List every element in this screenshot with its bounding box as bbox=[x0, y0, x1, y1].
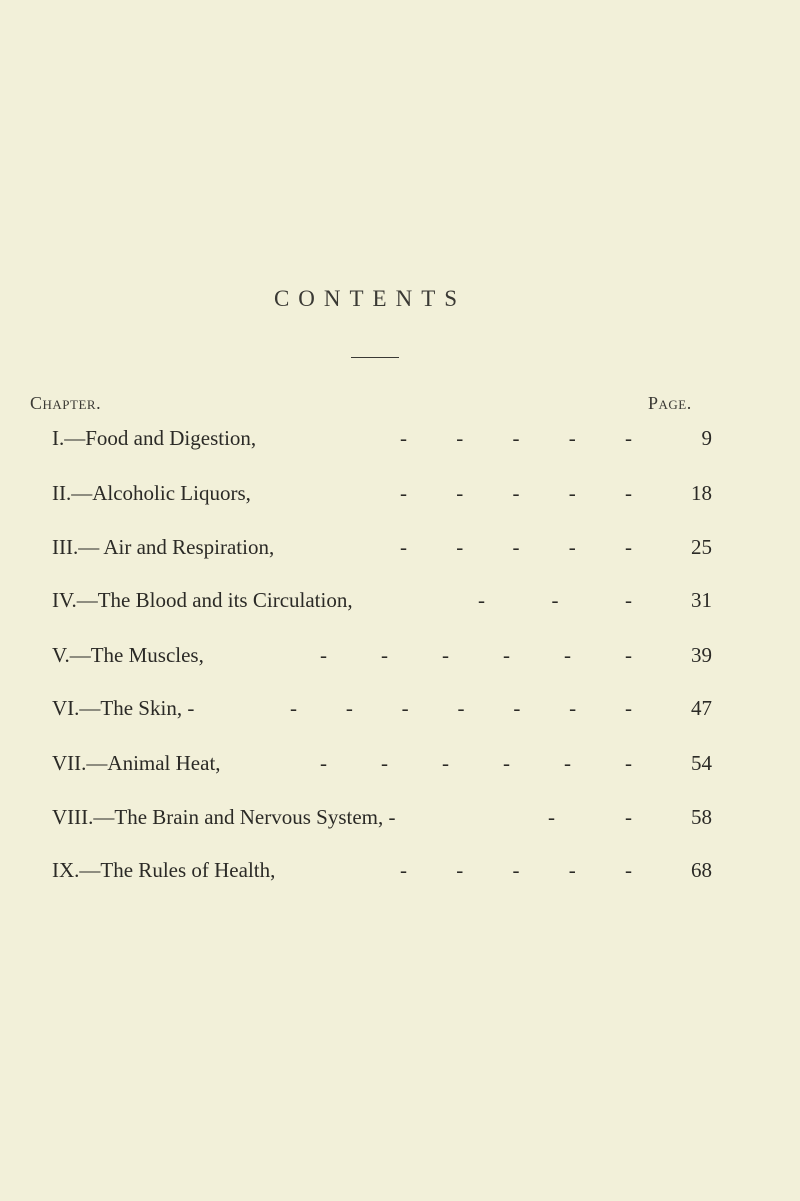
toc-entry-label: VI.—The Skin, - bbox=[52, 696, 195, 720]
toc-entry-label: VII.—Animal Heat, bbox=[52, 751, 221, 775]
toc-leaders: - - - - - - bbox=[320, 643, 632, 667]
toc-entry-page: 47 bbox=[691, 696, 712, 720]
toc-entry[interactable] bbox=[0, 858, 800, 890]
toc-leaders: - - - - - - - bbox=[290, 696, 632, 720]
toc-entry-page: 58 bbox=[691, 805, 712, 829]
chapter-column-header: Chapter. bbox=[30, 393, 102, 413]
page-title: CONTENTS bbox=[273, 286, 467, 311]
toc-entry-page: 68 bbox=[691, 858, 712, 882]
toc-entry[interactable] bbox=[0, 643, 800, 675]
toc-leaders: - - - - - bbox=[400, 535, 632, 559]
title-rule bbox=[351, 357, 399, 358]
toc-entry-label: VIII.—The Brain and Nervous System, - bbox=[52, 805, 396, 829]
toc-entry[interactable] bbox=[0, 805, 800, 837]
toc-entry-label: IX.—The Rules of Health, bbox=[52, 858, 276, 882]
toc-entry[interactable] bbox=[0, 426, 800, 458]
toc-entry-page: 18 bbox=[691, 481, 712, 505]
toc-leaders: - - - - - bbox=[400, 858, 632, 882]
toc-entry-page: 9 bbox=[701, 426, 712, 450]
toc-leaders: - - - bbox=[478, 588, 632, 612]
toc-entry[interactable] bbox=[0, 481, 800, 513]
toc-entry-label: III.— Air and Respiration, bbox=[52, 535, 275, 559]
toc-entry-label: V.—The Muscles, bbox=[52, 643, 204, 667]
toc-entry-page: 31 bbox=[691, 588, 712, 612]
toc-entry[interactable] bbox=[0, 751, 800, 783]
toc-entry[interactable] bbox=[0, 588, 800, 620]
toc-entry-label: I.—Food and Digestion, bbox=[52, 426, 257, 450]
toc-entry[interactable] bbox=[0, 696, 800, 728]
toc-leaders: - - bbox=[548, 805, 632, 829]
toc-leaders: - - - - - bbox=[400, 481, 632, 505]
toc-entry-page: 39 bbox=[691, 643, 712, 667]
toc-leaders: - - - - - bbox=[400, 426, 632, 450]
toc-entry[interactable] bbox=[0, 535, 800, 567]
toc-entry-label: IV.—The Blood and its Circulation, bbox=[52, 588, 353, 612]
page-column-header: Page. bbox=[648, 393, 692, 413]
toc-entry-page: 25 bbox=[691, 535, 712, 559]
toc-entry-page: 54 bbox=[691, 751, 712, 775]
toc-leaders: - - - - - - bbox=[320, 751, 632, 775]
toc-entry-label: II.—Alcoholic Liquors, bbox=[52, 481, 251, 505]
